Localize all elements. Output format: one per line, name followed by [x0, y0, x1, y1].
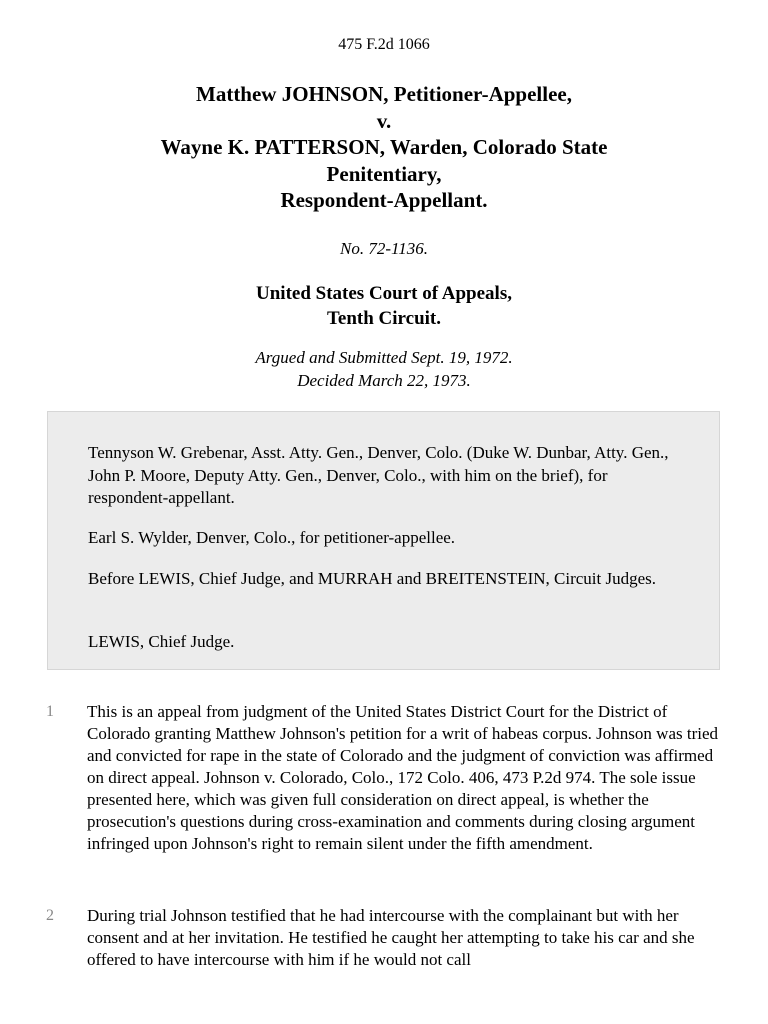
caption-respondent-role: Respondent-Appellant. — [280, 188, 488, 212]
petitioner-counsel: Earl S. Wylder, Denver, Colo., for petitioner-appellee. — [88, 528, 456, 547]
paragraph-text: During trial Johnson testified that he had intercourse with the complainant but with her consent and at her invitation. He testified he caught her attempting to take his car and she offered to have intercourse with him if he would not call — [87, 906, 695, 969]
court-name — [0, 282, 768, 331]
case-citation: 475 F.2d 1066 — [338, 36, 430, 53]
paragraph-text: This is an appeal from judgment of the United States District Court for the District of Colorado granting Matthew Johnson's petition for a writ of habeas corpus. Johnson was tried and convicted for rape in the state of Colorado and the judgment of conviction was affirmed on direct appeal. Johnson v. Colorado, Colo., 172 Colo. 406, 473 P.2d 974. The sole issue presented here, which was given full consideration on direct appeal, is whether the prosecution's questions during cross-examination and comments during closing argument infringed upon Johnson's right to remain silent under the fifth amendment. — [87, 702, 719, 853]
judicial-panel: Before LEWIS, Chief Judge, and MURRAH and BREITENSTEIN, Circuit Judges. — [88, 569, 656, 588]
case-caption — [60, 81, 708, 214]
opinion-author: LEWIS, Chief Judge. — [88, 632, 235, 651]
court-name-line-2: Tenth Circuit. — [326, 307, 442, 329]
respondent-counsel: Tennyson W. Grebenar, Asst. Atty. Gen., Denver, Colo. (Duke W. Dunbar, Atty. Gen., John P. Moore, Deputy Atty. Gen., Denver, Colo., with him on the brief), for respondent-appellant. — [88, 443, 669, 507]
counsel-panel — [47, 411, 720, 670]
docket-number: No. 72-1136. — [340, 239, 428, 258]
caption-versus: v. — [376, 108, 392, 133]
paragraph-number: 1 — [46, 703, 54, 720]
case-dates — [0, 347, 768, 392]
decided-date: Decided March 22, 1973. — [297, 370, 471, 390]
caption-respondent-line-2: Penitentiary, — [326, 161, 442, 186]
argued-date: Argued and Submitted Sept. 19, 1972. — [255, 348, 513, 367]
caption-petitioner: Matthew JOHNSON, Petitioner-Appellee, — [196, 82, 572, 106]
court-name-line-1: United States Court of Appeals, — [256, 283, 512, 304]
caption-respondent-line-1: Wayne K. PATTERSON, Warden, Colorado State — [160, 135, 608, 159]
paragraph-number: 2 — [46, 907, 54, 924]
